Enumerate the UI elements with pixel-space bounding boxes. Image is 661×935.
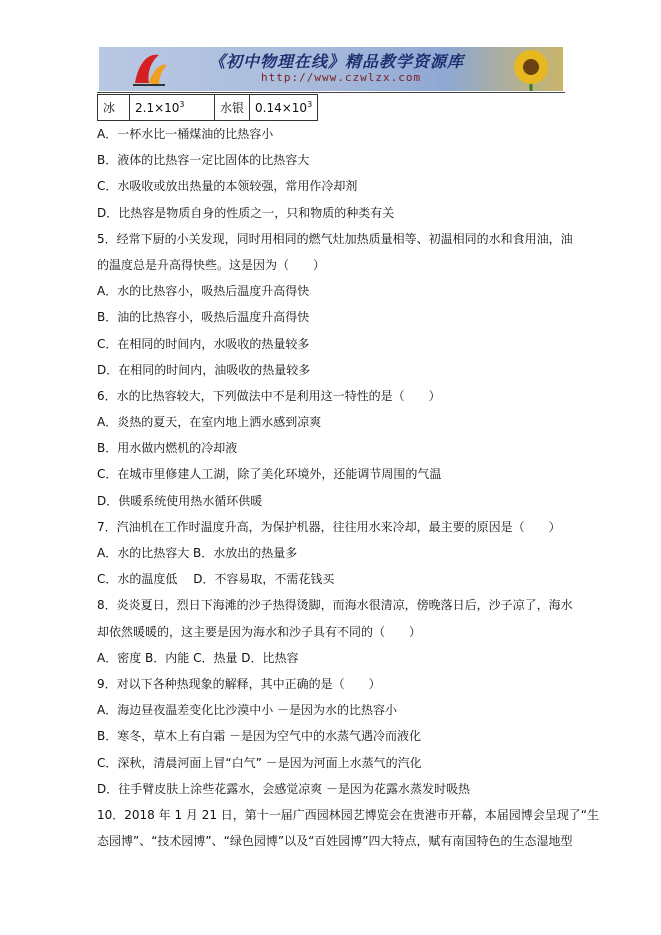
text-line: C．水吸收或放出热量的本领较强，常用作冷却剂 bbox=[97, 179, 358, 194]
text-line: A．一杯水比一桶煤油的比热容小 bbox=[97, 127, 274, 141]
text-line: B．液体的比热容一定比固体的比热容大 bbox=[97, 153, 310, 168]
text-line: D．比热容是物质自身的性质之一，只和物质的种类有关 bbox=[97, 205, 395, 220]
question-text bbox=[97, 121, 600, 854]
header-banner bbox=[99, 47, 563, 91]
text-line: 6．水的比热容较大，下列做法中不是利用这一特性的是（ ） bbox=[97, 388, 441, 403]
table-cell: 水银 bbox=[215, 95, 250, 121]
text-line: A．海边昼夜温差变化比沙漠中小 －是因为水的比热容小 bbox=[97, 703, 398, 718]
text-line: 的温度总是升高得快些。这是因为（ ） bbox=[97, 257, 326, 272]
table-cell: $2.1\times 10^3$ bbox=[130, 95, 215, 121]
sunflower-icon bbox=[501, 47, 561, 91]
text-line: 5．经常下厨的小关发现，同时用相同的燃气灶加热质量相等、初温相同的水和食用油，油 bbox=[97, 231, 573, 246]
text-line: 态园博”、“技术园博”、“绿色园博”以及“百姓园博”四大特点，赋有南国特色的生态湿地型 bbox=[97, 834, 573, 849]
text-line: C．水的温度低 D．不容易取，不需花钱买 bbox=[97, 572, 335, 587]
text-line: D．在相同的时间内，油吸收的热量较多 bbox=[97, 362, 311, 377]
text-line: 9．对以下各种热现象的解释，其中正确的是（ ） bbox=[97, 676, 381, 691]
text-line: B．寒冬，草木上有白霜 －是因为空气中的水蒸气遇冷而液化 bbox=[97, 729, 422, 744]
banner-url[interactable]: http://www.czwlzx.com bbox=[261, 71, 422, 84]
text-line: 却依然暖暖的，这主要是因为海水和沙子具有不同的（ ） bbox=[97, 624, 422, 639]
text-line: A．密度 B．内能 C．热量 D．比热容 bbox=[97, 650, 299, 665]
table-cell: $0.14\times 10^3$ bbox=[250, 95, 318, 121]
logo-icon bbox=[129, 51, 169, 89]
specific-heat-table bbox=[97, 94, 318, 121]
header-rule bbox=[97, 92, 565, 93]
text-line: 8．炎炎夏日，烈日下海滩的沙子热得烫脚，而海水很清凉，傍晚落日后，沙子凉了，海水 bbox=[97, 598, 573, 613]
table-cell: 冰 bbox=[98, 95, 130, 121]
text-line: C．在城市里修建人工湖，除了美化环境外，还能调节周围的气温 bbox=[97, 467, 442, 482]
banner-title: 《初中物理在线》精品教学资源库 bbox=[209, 52, 465, 71]
text-line: A．水的比热容大 B．水放出的热量多 bbox=[97, 546, 298, 560]
text-line: C．深秋，清晨河面上冒“白气” －是因为河面上水蒸气的汽化 bbox=[97, 755, 422, 770]
text-line: A．炎热的夏天，在室内地上洒水感到凉爽 bbox=[97, 415, 322, 430]
text-line: 10．2018 年 1 月 21 日，第十一届广西园林园艺博览会在贵港市开幕，本届园博会呈现了“生 bbox=[97, 807, 600, 822]
text-line: C．在相同的时间内，水吸收的热量较多 bbox=[97, 336, 310, 351]
text-line: B．用水做内燃机的冷却液 bbox=[97, 441, 238, 456]
text-line: 7．汽油机在工作时温度升高，为保护机器，往往用水来冷却，最主要的原因是（ ） bbox=[97, 519, 561, 534]
text-line: D．往手臂皮肤上涂些花露水，会感觉凉爽 －是因为花露水蒸发时吸热 bbox=[97, 781, 471, 796]
text-line: A．水的比热容小，吸热后温度升高得快 bbox=[97, 284, 310, 299]
text-line: B．油的比热容小，吸热后温度升高得快 bbox=[97, 310, 310, 325]
text-line: D．供暖系统使用热水循环供暖 bbox=[97, 493, 263, 508]
table-row bbox=[98, 95, 318, 121]
